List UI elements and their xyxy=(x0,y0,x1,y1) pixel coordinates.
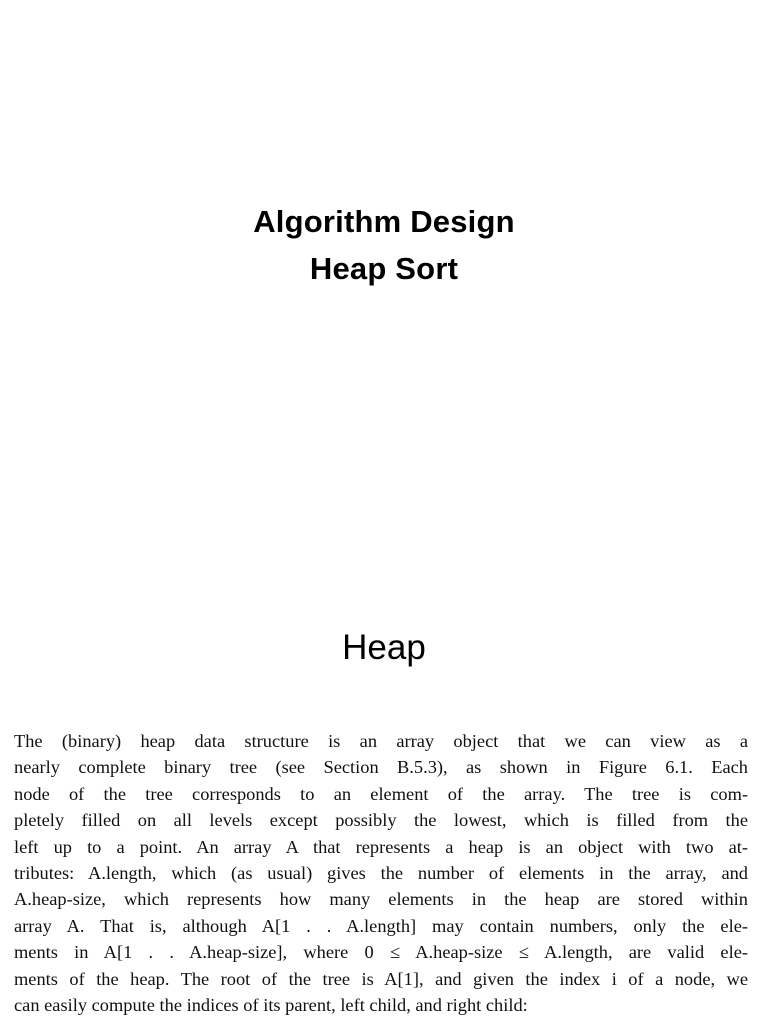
passage-line: tributes: A.length, which (as usual) gives the number of elements in the array, and xyxy=(14,863,748,884)
title-line-1: Algorithm Design xyxy=(253,204,515,239)
textbook-passage xyxy=(14,728,748,1018)
passage-line: left up to a point. An array A that represents a heap is an object with two at- xyxy=(14,836,748,857)
passage-line: A.heap-size, which represents how many elements in the heap are stored within xyxy=(14,889,748,910)
passage-line: node of the tree corresponds to an element of the array. The tree is com- xyxy=(14,783,748,804)
passage-line: nearly complete binary tree (see Section B.5.3), as shown in Figure 6.1. Each xyxy=(14,757,748,778)
passage-line: pletely filled on all levels except possibly the lowest, which is filled from the xyxy=(14,810,748,831)
slide-title xyxy=(0,198,768,292)
passage-line: array A. That is, although A[1 . . A.length] may contain numbers, only the ele- xyxy=(14,915,748,936)
passage-line: ments in A[1 . . A.heap-size], where 0 ≤ A.heap-size ≤ A.length, are valid ele- xyxy=(14,942,748,963)
passage-line: The (binary) heap data structure is an array object that we can view as a xyxy=(14,731,748,751)
passage-line: can easily compute the indices of its parent, left child, and right child: xyxy=(14,995,528,1016)
passage-line: ments of the heap. The root of the tree is A[1], and given the index i of a node, we xyxy=(14,968,748,989)
slide-heading: Heap xyxy=(342,628,426,667)
heap-slide xyxy=(0,576,768,1024)
title-line-2: Heap Sort xyxy=(309,251,459,286)
